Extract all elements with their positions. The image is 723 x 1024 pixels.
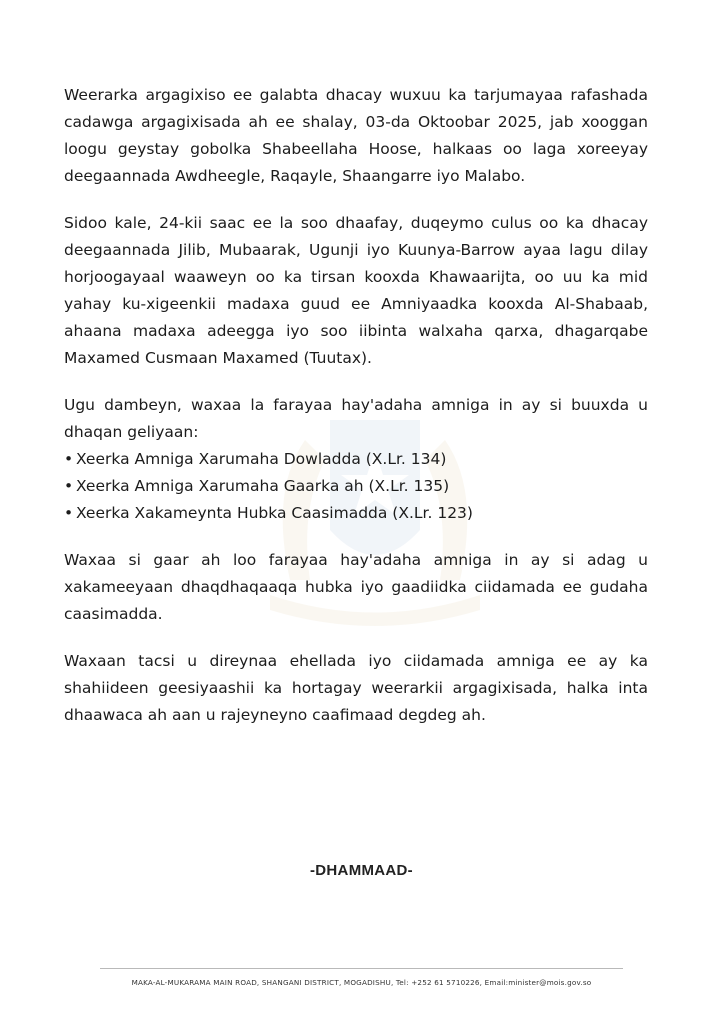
list-item [64,446,648,473]
paragraph-attack-report: Weerarka argagixiso ee galabta dhacay wuxuu ka tarjumayaa rafashada cadawga argagixisada ah ee shalay, 03-da Oktoobar 2025, jab xooggan loogu geystay gobolka Shabeellaha Hoose, halkaas oo laga xoreeyay deegaannada Awdheegle, Raqayle, Shaangarre iyo Malabo. [64,86,648,185]
bullet-icon: • [64,504,74,522]
list-item [64,473,648,500]
bullet-icon: • [64,477,74,495]
letter-body [64,82,648,749]
footer-divider [100,968,623,969]
security-laws-list [64,446,648,527]
paragraph-list-intro: Ugu dambeyn, waxaa la farayaa hay'adaha amniga in ay si buuxda u dhaqan geliyaan: [64,396,648,441]
paragraph-airstrikes: Sidoo kale, 24-kii saac ee la soo dhaafay, duqeymo culus oo ka dhacay deegaannada Jilib, Mubaarak, Ugunji iyo Kuunya-Barrow ayaa lagu dilay horjoogayaal waaweyn oo ka tirsan kooxda Khawaarijta, oo uu ka mid yahay ku-xigeenkii madaxa guud ee Amniyaadka kooxda Al-Shabaab, ahaana madaxa adeegga iyo soo iibinta walxaha qarxa, dhagarqabe Maxamed Cusmaan Maxamed (Tuutax). [64,214,648,367]
list-item-text: Xeerka Xakameynta Hubka Caasimadda (X.Lr. 123) [76,504,473,522]
list-item-text: Xeerka Amniga Xarumaha Gaarka ah (X.Lr. 135) [76,477,450,495]
list-item-text: Xeerka Amniga Xarumaha Dowladda (X.Lr. 134) [76,450,447,468]
list-item [64,500,648,527]
paragraph-condolences: Waxaan tacsi u direynaa ehellada iyo ciidamada amniga ee ay ka shahiideen geesiyaashii ka hortagay weerarkii argagixisada, halka inta dhaawaca ah aan u rajeyneyno caafimaad degdeg ah. [64,652,648,724]
bullet-icon: • [64,450,74,468]
paragraph-movement-control: Waxaa si gaar ah loo farayaa hay'adaha amniga in ay si adag u xakameeyaan dhaqdhaqaaqa hubka iyo gaadiidka ciidamada ee gudaha caasimadda. [64,551,648,623]
closing-mark: -DHAMMAAD- [310,862,413,879]
footer-address: MAKA-AL-MUKARAMA MAIN ROAD, SHANGANI DISTRICT, MOGADISHU, Tel: +252 61 5710226, Email:minister@mois.gov.so [131,978,592,987]
